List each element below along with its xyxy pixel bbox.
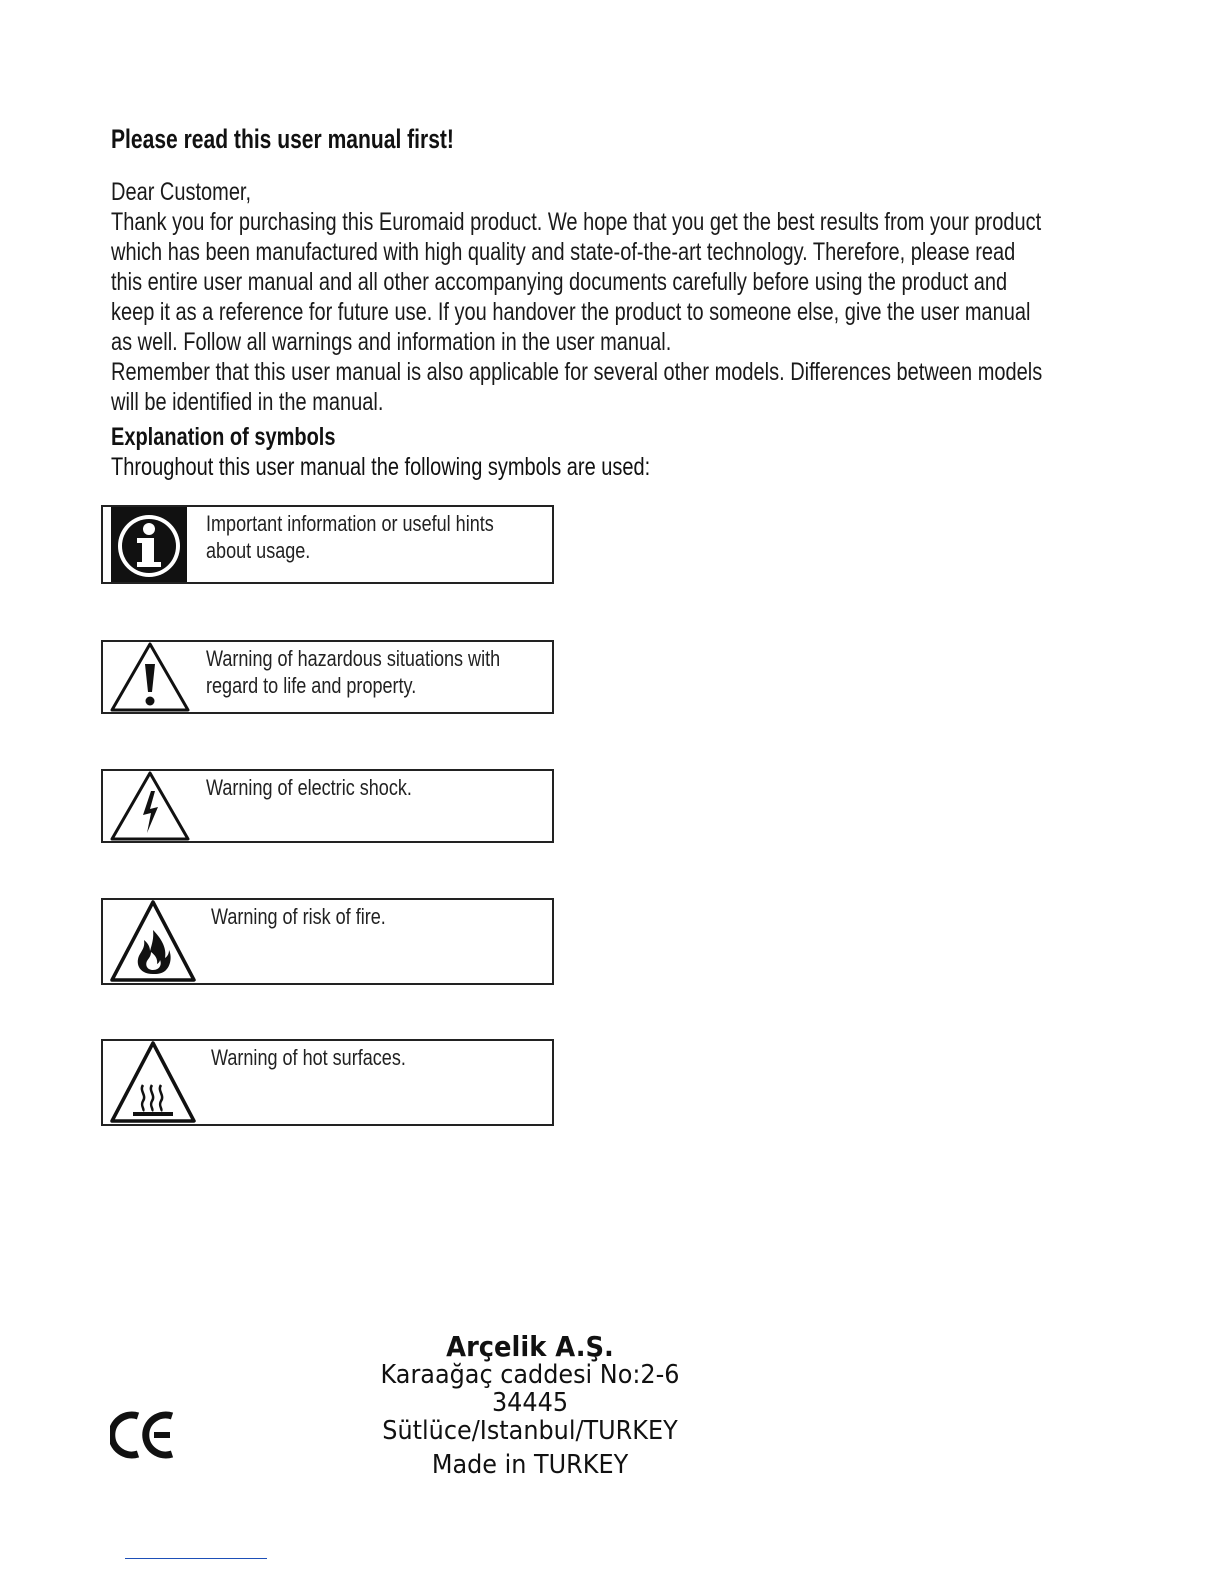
fire-risk-icon <box>105 900 197 988</box>
symbol-description <box>211 903 386 930</box>
body-line: as well. Follow all warnings and information in the user manual. <box>111 328 672 356</box>
body-line: Dear Customer, <box>111 178 252 206</box>
symbol-text-line: Important information or useful hints <box>206 511 494 536</box>
symbol-description <box>206 774 412 801</box>
body-line: Thank you for purchasing this Euromaid product. We hope that you get the best results from your product <box>111 208 1042 236</box>
symbol-text-line: about usage. <box>206 538 311 563</box>
symbol-row-info <box>101 505 554 584</box>
manufacturer-address <box>340 1330 720 1480</box>
body-line: this entire user manual and all other accompanying documents carefully before using the product and <box>111 268 1008 296</box>
body-line: which has been manufactured with high quality and state-of-the-art technology. Therefore, please read <box>111 238 1016 266</box>
info-icon <box>105 507 187 587</box>
symbol-description <box>206 510 494 564</box>
symbol-text-line: Warning of electric shock. <box>206 775 412 800</box>
symbol-row-warning <box>101 640 554 714</box>
address-line: 34445 Sütlüce/Istanbul/TURKEY <box>382 1388 678 1446</box>
ce-mark-icon <box>110 1410 178 1465</box>
body-line: Remember that this user manual is also applicable for several other models. Differences between models <box>111 358 1043 386</box>
body-line: keep it as a reference for future use. If you handover the product to someone else, give the user manual <box>111 298 1031 326</box>
symbol-text-line: regard to life and property. <box>206 673 417 698</box>
electric-shock-icon <box>105 771 191 846</box>
divider <box>125 1558 267 1559</box>
made-in-label: Made in TURKEY <box>431 1450 629 1480</box>
body-line: will be identified in the manual. <box>111 388 384 416</box>
symbol-row-hot-surface <box>101 1039 554 1126</box>
symbols-intro: Throughout this user manual the following symbols are used: <box>111 453 651 481</box>
symbol-description <box>211 1044 406 1071</box>
page-title: Please read this user manual first! <box>111 124 454 154</box>
hot-surface-icon <box>105 1041 197 1129</box>
warning-exclamation-icon <box>105 642 191 717</box>
symbol-text-line: Warning of hot surfaces. <box>211 1045 406 1070</box>
symbol-description <box>206 645 500 699</box>
symbol-row-fire <box>101 898 554 985</box>
symbol-text-line: Warning of hazardous situations with <box>206 646 501 671</box>
company-name: Arçelik A.Ş. <box>446 1330 614 1363</box>
symbols-heading: Explanation of symbols <box>111 423 336 451</box>
address-line: Karaağaç caddesi No:2-6 <box>380 1360 680 1390</box>
symbol-text-line: Warning of risk of fire. <box>211 904 386 929</box>
symbol-row-electric <box>101 769 554 843</box>
